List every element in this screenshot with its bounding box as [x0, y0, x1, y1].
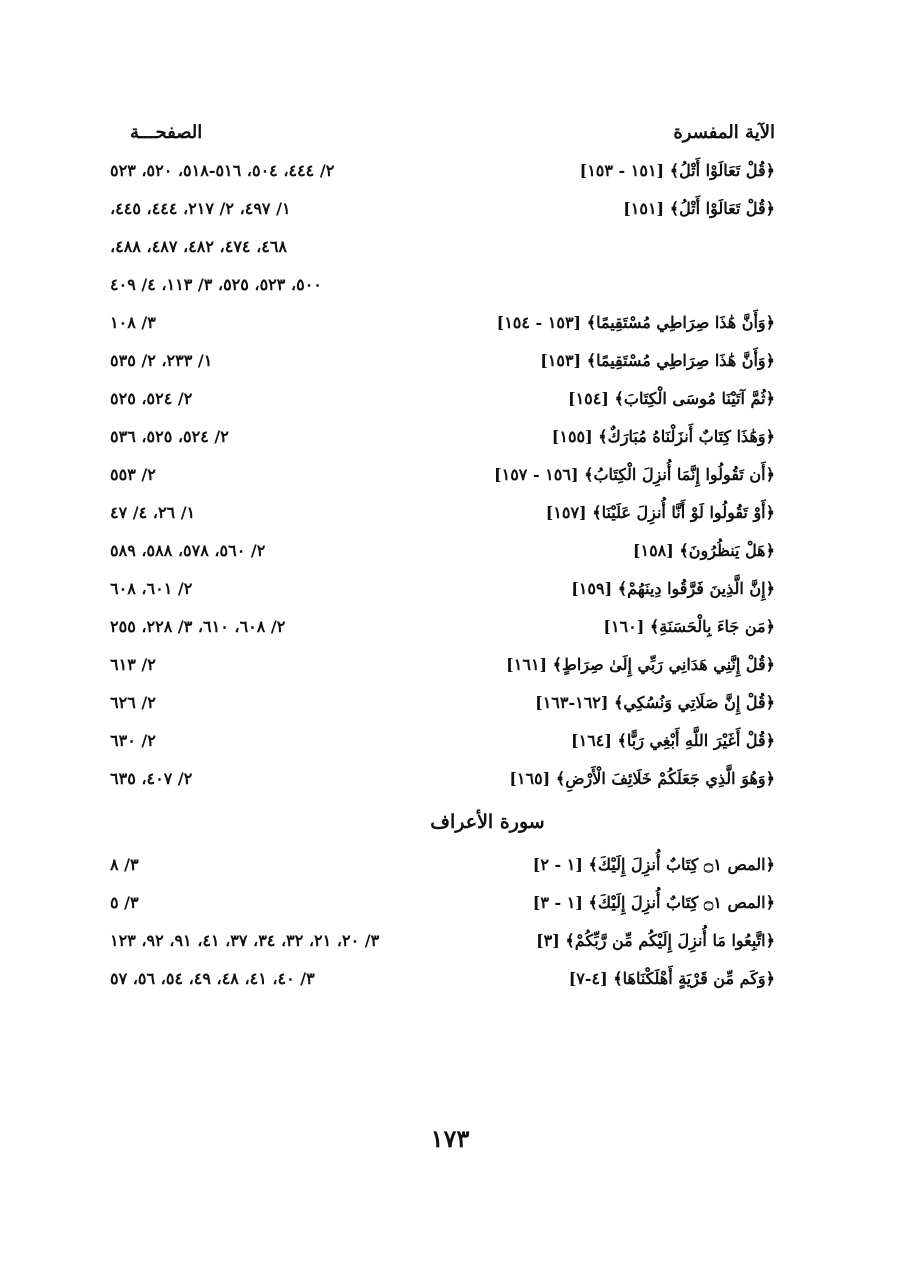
- verse-reference: ﴿قُلْ إِنَّنِي هَدَانِي رَبِّي إِلَىٰ صِرَاطٍ﴾ [١٦١]: [506, 655, 775, 674]
- index-row: [110, 884, 775, 922]
- index-rows-section-1: [110, 152, 775, 798]
- verse-reference: ﴿اتَّبِعُوا مَا أُنزِلَ إِلَيْكُم مِّن رَّبِّكُمْ﴾ [٣]: [536, 931, 775, 950]
- pages-column-heading: الصفحـــة: [130, 121, 203, 143]
- verse-reference: ﴿قُلْ أَغَيْرَ اللَّهِ أَبْغِي رَبًّا﴾ [١٦٤]: [571, 731, 775, 750]
- page-reference-line: ١/ ٢٣٣، ٢/ ٥٣٥: [110, 351, 213, 370]
- page-reference-line: ٣/ ١٠٨: [110, 313, 156, 332]
- page-reference-line: ٢/ ٥٢٤، ٥٢٥: [110, 389, 193, 408]
- index-page: [110, 112, 775, 998]
- index-row: [110, 684, 775, 722]
- page-references: [110, 456, 410, 494]
- index-row: [110, 570, 775, 608]
- page-reference-line: ٤٦٨، ٤٧٤، ٤٨٢، ٤٨٧، ٤٨٨،: [110, 237, 288, 256]
- page-references: [110, 960, 410, 998]
- index-rows-section-2: [110, 846, 775, 998]
- page-reference-line: ٢/ ٥٢٤، ٥٢٥، ٥٣٦: [110, 427, 229, 446]
- verse-column-heading: الآية المفسرة: [673, 121, 775, 143]
- page-reference-line: ٢/ ٦٢٦: [110, 693, 156, 712]
- verse-reference: ﴿قُلْ تَعَالَوْا أَتْلُ﴾ [١٥١ - ١٥٣]: [579, 161, 775, 180]
- verse-reference: ﴿قُلْ تَعَالَوْا أَتْلُ﴾ [١٥١]: [623, 199, 775, 218]
- verse-reference: ﴿وَأَنَّ هَٰذَا صِرَاطِي مُسْتَقِيمًا﴾ [١٥٣]: [540, 351, 775, 370]
- verse-reference: ﴿قُلْ إِنَّ صَلَاتِي وَنُسُكِي﴾ [١٦٢-١٦٣]: [535, 693, 775, 712]
- index-row: [110, 342, 775, 380]
- verse-reference: ﴿وَأَنَّ هَٰذَا صِرَاطِي مُسْتَقِيمًا﴾ [١٥٣ - ١٥٤]: [496, 313, 775, 332]
- page-reference-line: ٢/ ٤٠٧، ٦٣٥: [110, 769, 193, 788]
- index-row: [110, 922, 775, 960]
- page-references: [110, 608, 410, 646]
- index-row: [110, 494, 775, 532]
- page-reference-line: ٣/ ٤٠، ٤١، ٤٨، ٤٩، ٥٤، ٥٦، ٥٧: [110, 969, 315, 988]
- verse-reference: ﴿هَلْ يَنظُرُونَ﴾ [١٥٨]: [632, 541, 775, 560]
- page-references: [110, 532, 410, 570]
- page-reference-line: ٥٠٠، ٥٢٣، ٥٢٥، ٣/ ١١٣، ٤/ ٤٠٩: [110, 275, 322, 294]
- verse-reference: ﴿مَن جَاءَ بِالْحَسَنَةِ﴾ [١٦٠]: [603, 617, 775, 636]
- verse-reference: ﴿أَوْ تَقُولُوا لَوْ أَنَّا أُنزِلَ عَلَيْنَا﴾ [١٥٧]: [545, 503, 775, 522]
- page-references: [110, 190, 410, 304]
- verse-reference: ﴿وَهَٰذَا كِتَابٌ أَنزَلْنَاهُ مُبَارَكٌ﴾ [١٥٥]: [551, 427, 775, 446]
- page-references: [110, 884, 410, 922]
- index-row: [110, 304, 775, 342]
- index-row: [110, 608, 775, 646]
- index-row: [110, 418, 775, 456]
- page-references: [110, 418, 410, 456]
- page-references: [110, 760, 410, 798]
- verse-reference: ﴿ثُمَّ آتَيْنَا مُوسَى الْكِتَابَ﴾ [١٥٤]: [568, 389, 775, 408]
- page-references: [110, 304, 410, 342]
- index-row: [110, 380, 775, 418]
- page-reference-line: ٣/ ٢٠، ٢١، ٣٢، ٣٤، ٣٧، ٤١، ٩١، ٩٢، ١٢٣: [110, 931, 380, 950]
- page-reference-line: ١/ ٤٩٧، ٢/ ٢١٧، ٤٤٤، ٤٤٥،: [110, 199, 291, 218]
- page-reference-line: ١/ ٢٦، ٤/ ٤٧: [110, 503, 196, 522]
- index-row: [110, 646, 775, 684]
- verse-reference: ﴿وَكَم مِّن قَرْيَةٍ أَهْلَكْنَاهَا﴾ [٤-٧]: [568, 969, 775, 988]
- page-reference-line: ٢/ ٦١٣: [110, 655, 156, 674]
- index-row: [110, 760, 775, 798]
- page-number: ١٧٣: [430, 1124, 470, 1153]
- page-reference-line: ٢/ ٥٦٠، ٥٧٨، ٥٨٨، ٥٨٩: [110, 541, 266, 560]
- index-row: [110, 846, 775, 884]
- page-references: [110, 646, 410, 684]
- page-reference-line: ٣/ ٨: [110, 855, 139, 874]
- index-row: [110, 722, 775, 760]
- page-reference-line: ٢/ ٥٥٣: [110, 465, 156, 484]
- index-row: [110, 190, 775, 304]
- page-references: [110, 846, 410, 884]
- page-reference-line: ٢/ ٦٠٨، ٦١٠، ٣/ ٢٢٨، ٢٥٥: [110, 617, 286, 636]
- table-header: [110, 112, 775, 152]
- page-references: [110, 380, 410, 418]
- page-references: [110, 494, 410, 532]
- verse-reference: ﴿إِنَّ الَّذِينَ فَرَّقُوا دِينَهُمْ﴾ [١٥٩]: [571, 579, 775, 598]
- page-references: [110, 684, 410, 722]
- verse-reference: ﴿المص ۝١ كِتَابٌ أُنزِلَ إِلَيْكَ﴾ [١ - ٢]: [532, 855, 775, 874]
- index-row: [110, 456, 775, 494]
- index-row: [110, 960, 775, 998]
- page-reference-line: ٢/ ٦٠١، ٦٠٨: [110, 579, 193, 598]
- surah-title: سورة الأعراف: [430, 811, 545, 833]
- page-reference-line: ٣/ ٥: [110, 893, 139, 912]
- page-reference-line: ٢/ ٤٤٤، ٥٠٤، ٥١٦-٥١٨، ٥٢٠، ٥٢٣: [110, 161, 335, 180]
- page-reference-line: ٢/ ٦٣٠: [110, 731, 156, 750]
- verse-reference: ﴿المص ۝١ كِتَابٌ أُنزِلَ إِلَيْكَ﴾ [١ - ٣]: [532, 893, 775, 912]
- index-row: [110, 532, 775, 570]
- index-row: [110, 152, 775, 190]
- page-references: [110, 722, 410, 760]
- verse-reference: ﴿أَن تَقُولُوا إِنَّمَا أُنزِلَ الْكِتَابُ﴾ [١٥٦ - ١٥٧]: [494, 465, 775, 484]
- page-references: [110, 570, 410, 608]
- page-references: [110, 152, 410, 190]
- verse-reference: ﴿وَهُوَ الَّذِي جَعَلَكُمْ خَلَائِفَ الْأَرْضِ﴾ [١٦٥]: [509, 769, 775, 788]
- page-references: [110, 342, 410, 380]
- page-references: [110, 922, 410, 960]
